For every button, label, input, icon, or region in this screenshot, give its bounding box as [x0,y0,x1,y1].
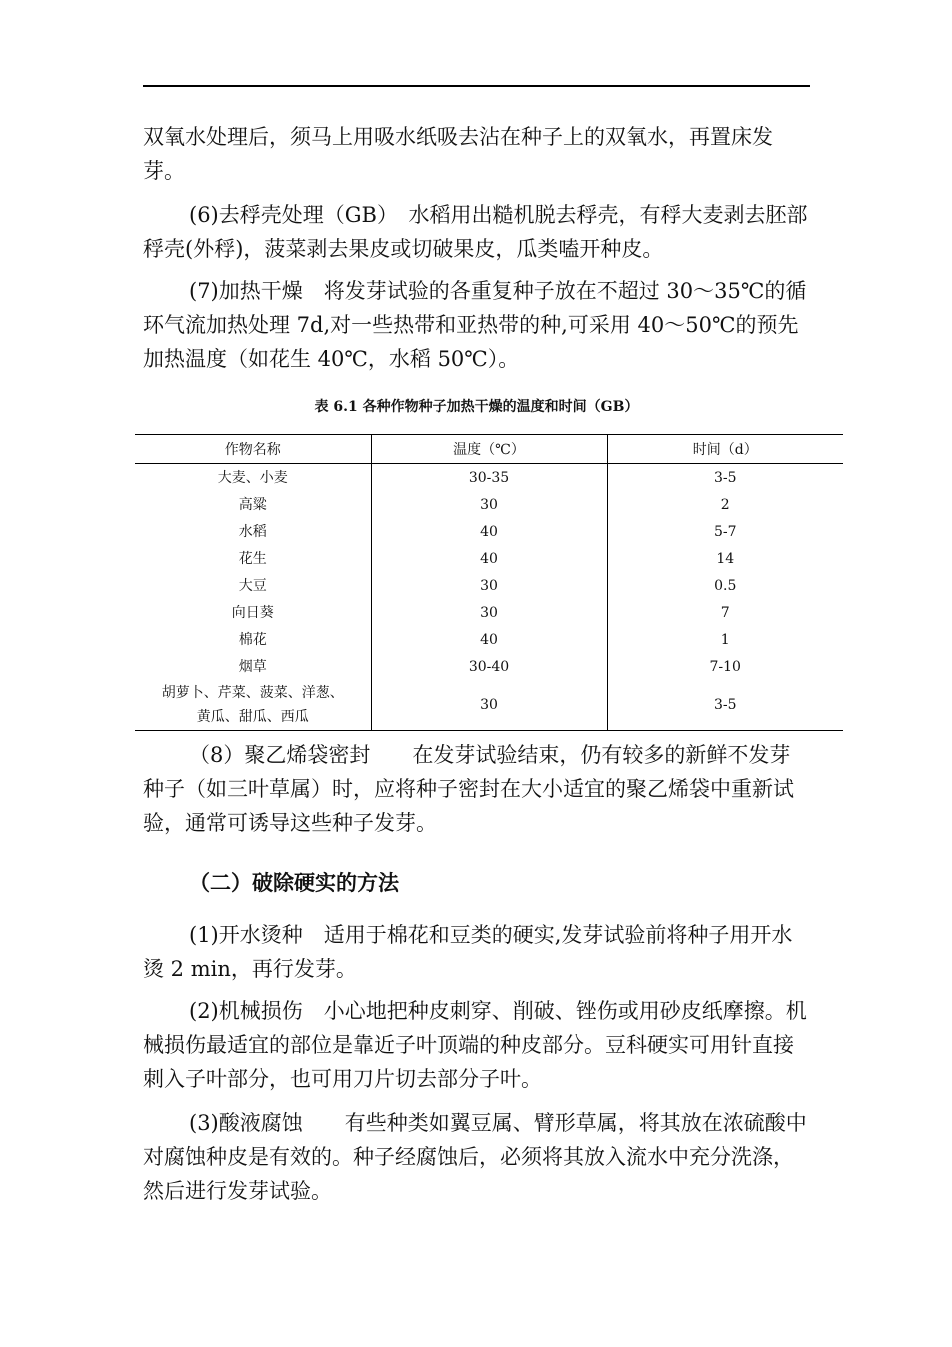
table-row [135,518,843,545]
cell-temperature: 30 [371,491,607,518]
cell-crop: 棉花 [238,631,267,648]
paragraph-boiling-water: (1)开水烫种 适用于棉花和豆类的硬实,发芽试验前将种子用开水烫 2 min，再行发芽。 [143,923,793,981]
table-row [135,572,843,599]
cell-temperature: 30 [371,572,607,599]
cell-crop-line: 胡萝卜、芹菜、菠菜、洋葱、 [161,685,344,701]
cell-time: 3-5 [607,464,843,492]
cell-crop: 大豆 [238,577,267,594]
cell-time: 7-10 [607,653,843,680]
cell-temperature: 40 [371,626,607,653]
paragraph-mechanical-damage: (2)机械损伤 小心地把种皮刺穿、削破、锉伤或用砂皮纸摩擦。机械损伤最适宜的部位是靠近子叶顶端的种皮部分。豆科硬实可用针直接刺入子叶部分，也可用刀片切去部分子叶。 [143,999,807,1091]
table-row [135,626,843,653]
table-caption: 表 6.1 各种作物种子加热干燥的温度和时间（GB） [314,399,639,415]
cell-time: 5-7 [607,518,843,545]
paragraph-heat-drying: (7)加热干燥 将发芽试验的各重复种子放在不超过 30～35℃的循环气流加热处理 7d,对一些热带和亚热带的种,可采用 40～50℃的预先加热温度（如花生 40℃，水稻 50℃）。 [143,279,807,371]
paragraph-dehulling: (6)去稃壳处理（GB） 水稻用出糙机脱去稃壳，有稃大麦剥去胚部稃壳(外稃)，菠菜剥去果皮或切破果皮，瓜类嗑开种皮。 [143,203,808,261]
cell-crop: 大麦、小麦 [217,469,288,486]
cell-temperature: 30-40 [371,653,607,680]
cell-crop: 高粱 [238,496,267,513]
column-header-crop: 作物名称 [135,435,371,464]
cell-temperature: 30 [371,599,607,626]
table-row [135,680,843,731]
column-header-time: 时间（d） [607,435,843,464]
cell-time: 2 [607,491,843,518]
cell-crop: 烟草 [238,658,267,675]
cell-time: 7 [607,599,843,626]
cell-temperature: 30 [371,680,607,731]
cell-temperature: 40 [371,518,607,545]
table-row [135,491,843,518]
heat-drying-table [135,434,843,731]
cell-crop: 花生 [238,550,267,567]
cell-time: 14 [607,545,843,572]
section-heading: （二）破除硬实的方法 [189,870,399,895]
cell-temperature: 40 [371,545,607,572]
cell-crop-multiline [135,680,371,731]
paragraph-acid-corrosion: (3)酸液腐蚀 有些种类如翼豆属、臂形草属，将其放在浓硫酸中对腐蚀种皮是有效的。种子经腐蚀后，必须将其放入流水中充分洗涤，然后进行发芽试验。 [143,1111,807,1203]
cell-crop-line: 黄瓜、甜瓜、西瓜 [196,709,309,725]
cell-time: 1 [607,626,843,653]
table-header-row [135,435,843,464]
cell-crop: 水稻 [238,523,267,540]
cell-time: 0.5 [607,572,843,599]
cell-temperature: 30-35 [371,464,607,492]
table-row [135,545,843,572]
header-rule [143,85,810,87]
table-row [135,464,843,492]
paragraph-continuation: 双氧水处理后，须马上用吸水纸吸去沾在种子上的双氧水，再置床发芽。 [143,125,773,183]
table-row [135,653,843,680]
column-header-temperature: 温度（℃） [371,435,607,464]
table-row [135,599,843,626]
cell-crop: 向日葵 [231,604,274,621]
paragraph-polyethylene-bag: （8）聚乙烯袋密封 在发芽试验结束，仍有较多的新鲜不发芽种子（如三叶草属）时，应将种子密封在大小适宜的聚乙烯袋中重新试验，通常可诱导这些种子发芽。 [143,743,794,835]
cell-time: 3-5 [607,680,843,731]
